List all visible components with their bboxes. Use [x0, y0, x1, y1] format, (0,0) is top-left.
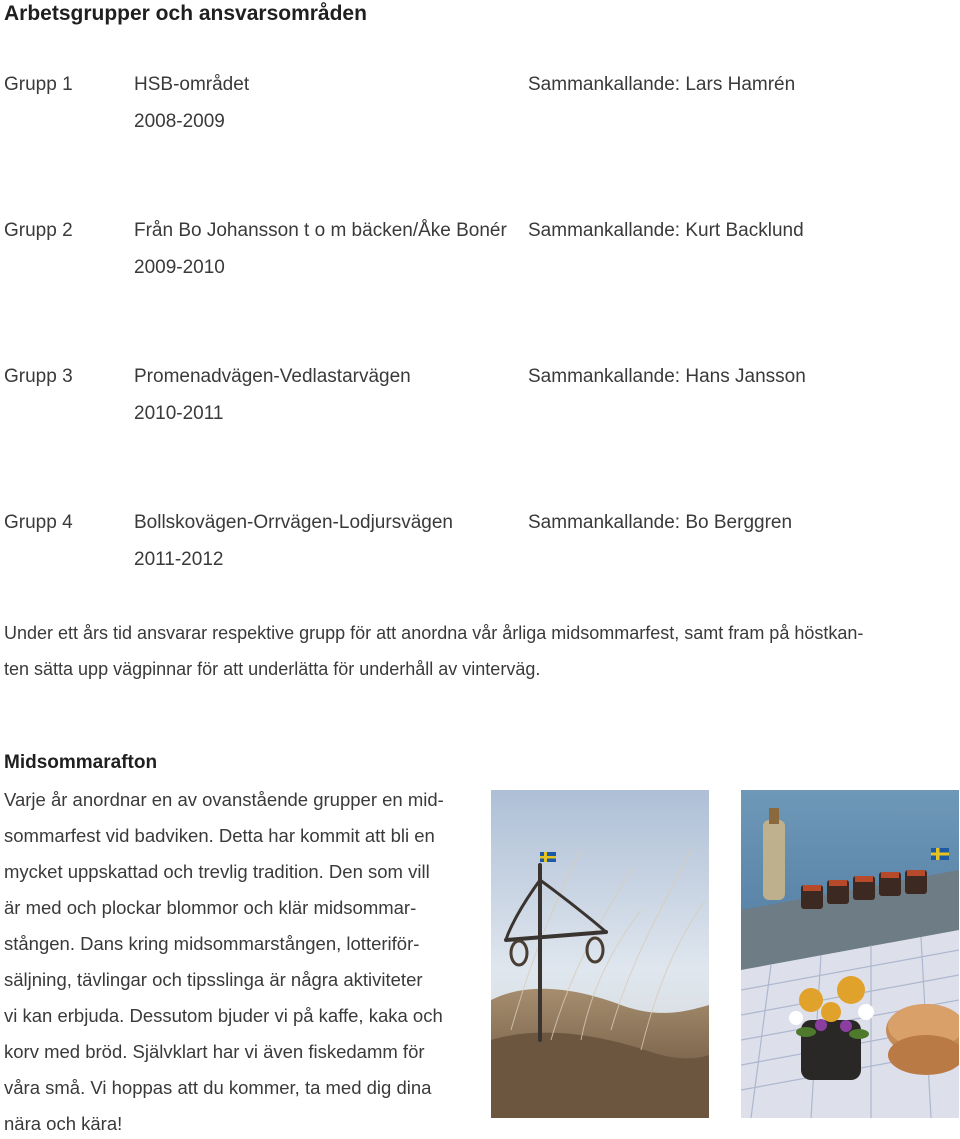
group-convener: Sammankallande: Lars Hamrén [528, 74, 796, 95]
group-convener: Sammankallande: Bo Berggren [528, 512, 793, 533]
group-area: Från Bo Johansson t o m bäcken/Åke Bonér [134, 220, 507, 241]
group-name: Grupp 2 [4, 220, 73, 241]
body-line: säljning, tävlingar och tipsslinga är några aktiviteter [4, 969, 423, 990]
section-title-midsommar: Midsommarafton [4, 752, 158, 773]
group-area: HSB-området [134, 74, 250, 95]
group-name: Grupp 3 [4, 366, 73, 387]
body-line: våra små. Vi hoppas att du kommer, ta med dig dina [4, 1077, 432, 1098]
body-line: vi kan erbjuda. Dessutom bjuder vi på kaffe, kaka och [4, 1005, 443, 1026]
body-line: Varje år anordnar en av ovanstående grupper en mid- [4, 789, 444, 810]
body-line: är med och plockar blommor och klär midsommar- [4, 897, 417, 918]
group-years: 2008-2009 [134, 111, 225, 132]
group-years: 2010-2011 [134, 403, 224, 424]
body-line: nära och kära! [4, 1113, 123, 1134]
group-name: Grupp 1 [4, 74, 73, 95]
intro-paragraph [4, 615, 956, 687]
table-photo [741, 790, 959, 1118]
intro-line: Under ett års tid ansvarar respektive grupp för att anordna vår årliga midsommarfest, samt fram på höstkan- [4, 623, 864, 643]
maypole-photo [491, 790, 709, 1118]
page-title: Arbetsgrupper och ansvarsområden [4, 2, 367, 25]
body-line: stången. Dans kring midsommarstången, lotteriför- [4, 933, 420, 954]
body-line: sommarfest vid badviken. Detta har kommit att bli en [4, 825, 435, 846]
intro-line: ten sätta upp vägpinnar för att underlätta för underhåll av vinterväg. [4, 659, 541, 679]
body-line: mycket uppskattad och trevlig tradition. Den som vill [4, 861, 430, 882]
group-area: Bollskovägen-Orrvägen-Lodjursvägen [134, 512, 453, 533]
group-years: 2009-2010 [134, 257, 225, 278]
group-area: Promenadvägen-Vedlastarvägen [134, 366, 411, 387]
group-name: Grupp 4 [4, 512, 73, 533]
body-line: korv med bröd. Självklart har vi även fiskedamm för [4, 1041, 425, 1062]
group-convener: Sammankallande: Hans Jansson [528, 366, 806, 387]
group-convener: Sammankallande: Kurt Backlund [528, 220, 804, 241]
group-years: 2011-2012 [134, 549, 224, 570]
